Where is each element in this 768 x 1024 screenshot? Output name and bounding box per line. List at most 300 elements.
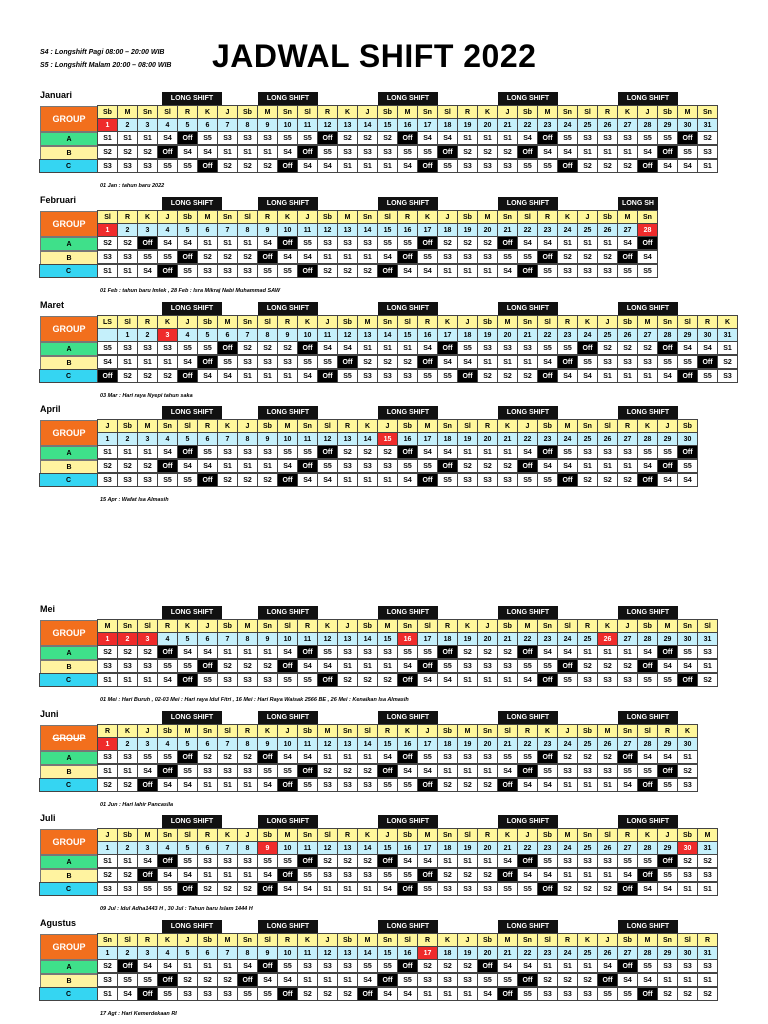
shift-cell: S1	[577, 959, 598, 973]
group-a-label: A	[40, 960, 98, 974]
long-shift-bar: LONG SHIFT	[618, 711, 678, 724]
day-of-week-cell: M	[497, 933, 518, 947]
shift-cell: S1	[597, 868, 618, 882]
shift-cell: S2	[97, 778, 118, 792]
date-cell: 29	[657, 946, 678, 960]
shift-cell: S5	[517, 473, 538, 487]
shift-cell: S5	[657, 131, 678, 145]
date-cell: 15	[377, 946, 398, 960]
shift-cell: S3	[357, 459, 378, 473]
holiday-date-cell: 3	[157, 328, 178, 342]
shift-cell: S3	[217, 764, 238, 778]
date-cell: 12	[317, 946, 338, 960]
shift-cell: S4	[557, 645, 578, 659]
shift-cell: S1	[597, 459, 618, 473]
shift-cell: S1	[317, 882, 338, 896]
date-cell: 1	[97, 841, 118, 855]
shift-cell: S1	[377, 159, 398, 173]
shift-cell: S5	[517, 987, 538, 1001]
date-cell: 4	[157, 223, 178, 237]
shift-cell: S5	[97, 341, 118, 355]
shift-cell: S3	[137, 159, 158, 173]
long-shift-bar: LONG SHIFT	[618, 302, 678, 315]
shift-cell: S4	[137, 764, 158, 778]
day-of-week-cell: Sb	[377, 105, 398, 119]
date-cell: 10	[277, 737, 298, 751]
date-cell: 6	[197, 946, 218, 960]
shift-cell: S4	[157, 959, 178, 973]
day-of-week-cell: R	[477, 419, 498, 433]
shift-cell: S3	[697, 645, 718, 659]
shift-cell: S1	[117, 854, 138, 868]
off-day-cell: Off	[537, 250, 558, 264]
shift-cell: S4	[297, 473, 318, 487]
day-of-week-cell: Sn	[437, 828, 458, 842]
date-cell: 11	[297, 118, 318, 132]
shift-cell: S4	[377, 882, 398, 896]
long-shift-bar: LONG SHIFT	[378, 92, 438, 105]
shift-cell: S1	[697, 882, 718, 896]
shift-cell: S3	[117, 250, 138, 264]
group-header: GROUP	[40, 725, 98, 751]
shift-cell: S5	[437, 369, 458, 383]
shift-cell: S1	[497, 673, 518, 687]
shift-cell: S2	[317, 854, 338, 868]
date-cell: 16	[397, 432, 418, 446]
day-of-week-cell: M	[557, 828, 578, 842]
shift-cell: S2	[437, 778, 458, 792]
off-day-cell: Off	[177, 131, 198, 145]
off-day-cell: Off	[197, 473, 218, 487]
shift-cell: S2	[577, 882, 598, 896]
off-day-cell: Off	[217, 341, 238, 355]
holiday-note: 15 Apr : Wafat Isa Almasih	[100, 497, 169, 503]
shift-cell: S3	[597, 264, 618, 278]
date-cell: 21	[497, 946, 518, 960]
day-of-week-cell: J	[477, 619, 498, 633]
off-day-cell: Off	[617, 750, 638, 764]
holiday-date-cell: 26	[597, 632, 618, 646]
off-day-cell: Off	[417, 778, 438, 792]
shift-cell: S5	[177, 264, 198, 278]
day-of-week-cell: M	[677, 105, 698, 119]
shift-cell: S3	[437, 750, 458, 764]
date-cell: 6	[197, 737, 218, 751]
shift-cell: S2	[457, 778, 478, 792]
shift-cell: S2	[457, 959, 478, 973]
shift-cell: S4	[177, 868, 198, 882]
day-of-week-cell: Sn	[657, 933, 678, 947]
shift-cell: S1	[457, 445, 478, 459]
shift-cell: S4	[637, 973, 658, 987]
off-day-cell: Off	[617, 250, 638, 264]
month-name: Agustus	[40, 918, 76, 928]
shift-cell: S1	[257, 645, 278, 659]
off-day-cell: Off	[497, 868, 518, 882]
day-of-week-cell: K	[477, 105, 498, 119]
shift-cell: S1	[437, 764, 458, 778]
day-of-week-cell: R	[137, 933, 158, 947]
shift-cell: S3	[97, 750, 118, 764]
day-of-week-cell: M	[97, 619, 118, 633]
shift-cell: S1	[497, 131, 518, 145]
shift-cell: S3	[237, 854, 258, 868]
shift-cell: S1	[117, 764, 138, 778]
shift-cell: S3	[217, 445, 238, 459]
shift-cell: S2	[337, 854, 358, 868]
shift-cell: S1	[97, 131, 118, 145]
off-day-cell: Off	[297, 764, 318, 778]
shift-cell: S1	[197, 778, 218, 792]
day-of-week-cell: K	[417, 210, 438, 224]
date-cell: 15	[377, 118, 398, 132]
shift-cell: S4	[157, 131, 178, 145]
shift-cell: S2	[197, 250, 218, 264]
shift-cell: S2	[217, 473, 238, 487]
shift-cell: S4	[437, 673, 458, 687]
day-of-week-cell: Sl	[357, 724, 378, 738]
shift-cell: S2	[597, 882, 618, 896]
shift-cell: S3	[337, 778, 358, 792]
day-of-week-cell: Sb	[97, 105, 118, 119]
date-cell: 4	[157, 432, 178, 446]
date-cell: 19	[457, 841, 478, 855]
shift-cell: S3	[357, 236, 378, 250]
holiday-note: 01 Feb : tahun baru Imlek , 28 Feb : Isra Mikraj Nabi Muhammad SAW	[100, 288, 281, 294]
shift-cell: S1	[217, 645, 238, 659]
shift-cell: S5	[277, 131, 298, 145]
shift-cell: S5	[157, 473, 178, 487]
day-of-week-cell: Sn	[337, 724, 358, 738]
long-shift-bar: LONG SHIFT	[618, 920, 678, 933]
date-cell: 19	[457, 737, 478, 751]
shift-cell: S1	[397, 341, 418, 355]
day-of-week-cell: M	[497, 315, 518, 329]
shift-cell: S1	[217, 778, 238, 792]
date-cell: 7	[217, 946, 238, 960]
shift-cell: S1	[237, 645, 258, 659]
shift-cell: S2	[697, 673, 718, 687]
day-of-week-cell: K	[437, 315, 458, 329]
date-cell: 30	[697, 328, 718, 342]
shift-cell: S4	[677, 473, 698, 487]
date-cell: 19	[457, 118, 478, 132]
shift-cell: S5	[297, 673, 318, 687]
shift-cell: S5	[657, 355, 678, 369]
shift-cell: S3	[457, 882, 478, 896]
shift-cell: S2	[377, 355, 398, 369]
shift-cell: S5	[397, 645, 418, 659]
date-cell: 26	[597, 432, 618, 446]
shift-cell: S1	[477, 854, 498, 868]
date-cell: 30	[677, 432, 698, 446]
date-cell: 4	[157, 946, 178, 960]
date-cell: 5	[197, 328, 218, 342]
shift-cell: S3	[97, 659, 118, 673]
date-cell: 26	[597, 223, 618, 237]
day-of-week-cell: Sl	[457, 828, 478, 842]
off-day-cell: Off	[437, 459, 458, 473]
month-name: Maret	[40, 300, 65, 310]
shift-cell: S3	[577, 764, 598, 778]
shift-cell: S4	[337, 341, 358, 355]
shift-cell: S3	[317, 868, 338, 882]
shift-cell: S1	[177, 959, 198, 973]
day-of-week-cell: Sn	[357, 210, 378, 224]
shift-cell: S2	[477, 236, 498, 250]
group-c-label: C	[39, 159, 98, 173]
date-cell: 20	[477, 223, 498, 237]
shift-cell: S1	[357, 250, 378, 264]
shift-cell: S1	[257, 369, 278, 383]
shift-cell: S2	[557, 750, 578, 764]
shift-cell: S5	[297, 236, 318, 250]
day-of-week-cell: Sb	[537, 419, 558, 433]
shift-cell: S1	[457, 854, 478, 868]
date-cell: 25	[597, 328, 618, 342]
shift-cell: S3	[437, 250, 458, 264]
off-day-cell: Off	[437, 145, 458, 159]
off-day-cell: Off	[417, 659, 438, 673]
off-day-cell: Off	[517, 764, 538, 778]
off-day-cell: Off	[277, 473, 298, 487]
shift-cell: S1	[117, 445, 138, 459]
shift-cell: S5	[557, 131, 578, 145]
long-shift-bar: LONG SHIFT	[378, 711, 438, 724]
shift-cell: S1	[617, 645, 638, 659]
day-of-week-cell: Sl	[317, 828, 338, 842]
day-of-week-cell: K	[117, 724, 138, 738]
shift-cell: S5	[197, 341, 218, 355]
shift-cell: S3	[217, 264, 238, 278]
off-day-cell: Off	[557, 159, 578, 173]
date-cell: 21	[497, 432, 518, 446]
shift-cell: S5	[537, 854, 558, 868]
month-name: Juli	[40, 813, 56, 823]
shift-cell: S2	[197, 882, 218, 896]
date-cell: 24	[557, 946, 578, 960]
shift-cell: S3	[577, 131, 598, 145]
shift-cell: S3	[597, 355, 618, 369]
date-cell: 12	[317, 737, 338, 751]
shift-cell: S1	[297, 973, 318, 987]
shift-cell: S4	[197, 145, 218, 159]
date-cell: 25	[577, 737, 598, 751]
shift-cell: S1	[557, 236, 578, 250]
date-cell: 22	[537, 328, 558, 342]
off-day-cell: Off	[497, 778, 518, 792]
holiday-note: 03 Mar : Hari raya Nyepi tahun saka	[100, 393, 193, 399]
date-cell: 17	[417, 118, 438, 132]
shift-cell: S4	[457, 355, 478, 369]
date-cell: 30	[677, 737, 698, 751]
shift-cell: S4	[137, 959, 158, 973]
day-of-week-cell: M	[637, 315, 658, 329]
date-cell: 30	[677, 946, 698, 960]
long-shift-bar: LONG SHIFT	[162, 606, 222, 619]
long-shift-bar: LONG SHIFT	[378, 920, 438, 933]
shift-cell: S4	[397, 264, 418, 278]
date-cell: 8	[237, 223, 258, 237]
date-cell: 18	[457, 328, 478, 342]
off-day-cell: Off	[657, 764, 678, 778]
month-name: Januari	[40, 90, 73, 100]
shift-cell: S1	[97, 854, 118, 868]
day-of-week-cell: M	[217, 933, 238, 947]
off-day-cell: Off	[357, 987, 378, 1001]
shift-cell: S5	[177, 764, 198, 778]
day-of-week-cell: K	[497, 419, 518, 433]
date-cell: 31	[697, 118, 718, 132]
shift-cell: S4	[317, 659, 338, 673]
shift-cell: S4	[177, 355, 198, 369]
shift-cell: S1	[577, 236, 598, 250]
date-cell: 28	[637, 737, 658, 751]
date-cell: 6	[197, 432, 218, 446]
shift-cell: S4	[277, 973, 298, 987]
shift-cell: S1	[237, 236, 258, 250]
shift-cell: S3	[377, 459, 398, 473]
shift-cell: S3	[497, 159, 518, 173]
date-cell: 28	[637, 118, 658, 132]
shift-cell: S5	[417, 369, 438, 383]
day-of-week-cell: R	[197, 828, 218, 842]
day-of-week-cell: Sb	[617, 933, 638, 947]
shift-cell: S2	[337, 987, 358, 1001]
shift-cell: S3	[237, 764, 258, 778]
day-of-week-cell: Sb	[517, 105, 538, 119]
day-of-week-cell: Sb	[197, 933, 218, 947]
date-cell: 7	[217, 432, 238, 446]
group-c-label: C	[39, 473, 98, 487]
date-cell: 5	[177, 223, 198, 237]
shift-cell: S3	[357, 145, 378, 159]
off-day-cell: Off	[637, 159, 658, 173]
shift-cell: S5	[397, 236, 418, 250]
shift-cell: S4	[417, 764, 438, 778]
day-of-week-cell: Sb	[597, 210, 618, 224]
shift-cell: S2	[97, 959, 118, 973]
day-of-week-cell: Sn	[637, 210, 658, 224]
date-cell: 17	[417, 737, 438, 751]
long-shift-bar: LONG SHIFT	[498, 815, 558, 828]
shift-cell: S1	[537, 959, 558, 973]
month-name: April	[40, 404, 61, 414]
off-day-cell: Off	[497, 987, 518, 1001]
shift-cell: S4	[537, 778, 558, 792]
group-b-label: B	[40, 660, 98, 674]
day-of-week-cell: Sb	[357, 619, 378, 633]
day-of-week-cell: M	[657, 619, 678, 633]
long-shift-bar: LONG SH	[618, 197, 658, 210]
shift-cell: S3	[377, 645, 398, 659]
date-cell: 12	[317, 432, 338, 446]
day-of-week-cell: K	[637, 419, 658, 433]
day-of-week-cell: J	[217, 105, 238, 119]
day-of-week-cell: Sl	[397, 315, 418, 329]
shift-cell: S4	[657, 369, 678, 383]
day-of-week-cell: R	[277, 315, 298, 329]
shift-cell: S1	[137, 355, 158, 369]
off-day-cell: Off	[157, 459, 178, 473]
shift-cell: S4	[237, 959, 258, 973]
shift-cell: S2	[597, 659, 618, 673]
shift-cell: S5	[617, 764, 638, 778]
shift-cell: S1	[457, 131, 478, 145]
shift-cell: S5	[537, 764, 558, 778]
shift-cell: S3	[717, 369, 738, 383]
off-day-cell: Off	[277, 659, 298, 673]
shift-cell: S1	[97, 445, 118, 459]
shift-cell: S3	[497, 341, 518, 355]
day-of-week-cell: R	[697, 315, 718, 329]
shift-cell: S1	[577, 778, 598, 792]
shift-cell: S5	[557, 445, 578, 459]
shift-cell: S2	[537, 973, 558, 987]
shift-cell: S4	[317, 341, 338, 355]
date-cell: 20	[477, 632, 498, 646]
day-of-week-cell: R	[617, 828, 638, 842]
shift-cell: S3	[357, 369, 378, 383]
shift-cell: S4	[297, 750, 318, 764]
day-of-week-cell: R	[557, 933, 578, 947]
shift-cell: S5	[317, 459, 338, 473]
date-cell: 24	[557, 841, 578, 855]
group-a-label: A	[40, 446, 98, 460]
shift-cell: S2	[117, 645, 138, 659]
shift-cell: S4	[617, 973, 638, 987]
shift-cell: S3	[697, 868, 718, 882]
shift-cell: S4	[417, 445, 438, 459]
date-cell: 16	[397, 223, 418, 237]
day-of-week-cell: J	[237, 828, 258, 842]
shift-cell: S4	[197, 459, 218, 473]
date-cell: 25	[577, 432, 598, 446]
shift-cell: S1	[417, 987, 438, 1001]
shift-cell: S4	[97, 355, 118, 369]
date-cell: 10	[277, 432, 298, 446]
off-day-cell: Off	[437, 645, 458, 659]
shift-cell: S5	[397, 459, 418, 473]
day-of-week-cell: J	[657, 828, 678, 842]
shift-cell: S5	[357, 959, 378, 973]
shift-cell: S4	[157, 868, 178, 882]
long-shift-bar: LONG SHIFT	[618, 406, 678, 419]
shift-cell: S3	[177, 987, 198, 1001]
shift-cell: S3	[697, 145, 718, 159]
shift-cell: S2	[97, 459, 118, 473]
shift-table	[40, 106, 718, 173]
date-cell: 3	[137, 946, 158, 960]
shift-cell: S2	[577, 473, 598, 487]
shift-cell: S2	[437, 236, 458, 250]
shift-cell: S4	[637, 250, 658, 264]
off-day-cell: Off	[177, 673, 198, 687]
off-day-cell: Off	[277, 159, 298, 173]
shift-cell: S1	[577, 145, 598, 159]
day-of-week-cell: K	[337, 105, 358, 119]
shift-cell: S3	[197, 987, 218, 1001]
day-of-week-cell: Sn	[537, 619, 558, 633]
shift-cell: S3	[97, 473, 118, 487]
shift-cell: S2	[497, 459, 518, 473]
group-b-label: B	[40, 974, 98, 988]
day-of-week-cell: Sl	[697, 619, 718, 633]
day-of-week-cell: M	[597, 724, 618, 738]
group-c-label: C	[39, 882, 98, 896]
shift-cell: S3	[457, 973, 478, 987]
off-day-cell: Off	[517, 854, 538, 868]
